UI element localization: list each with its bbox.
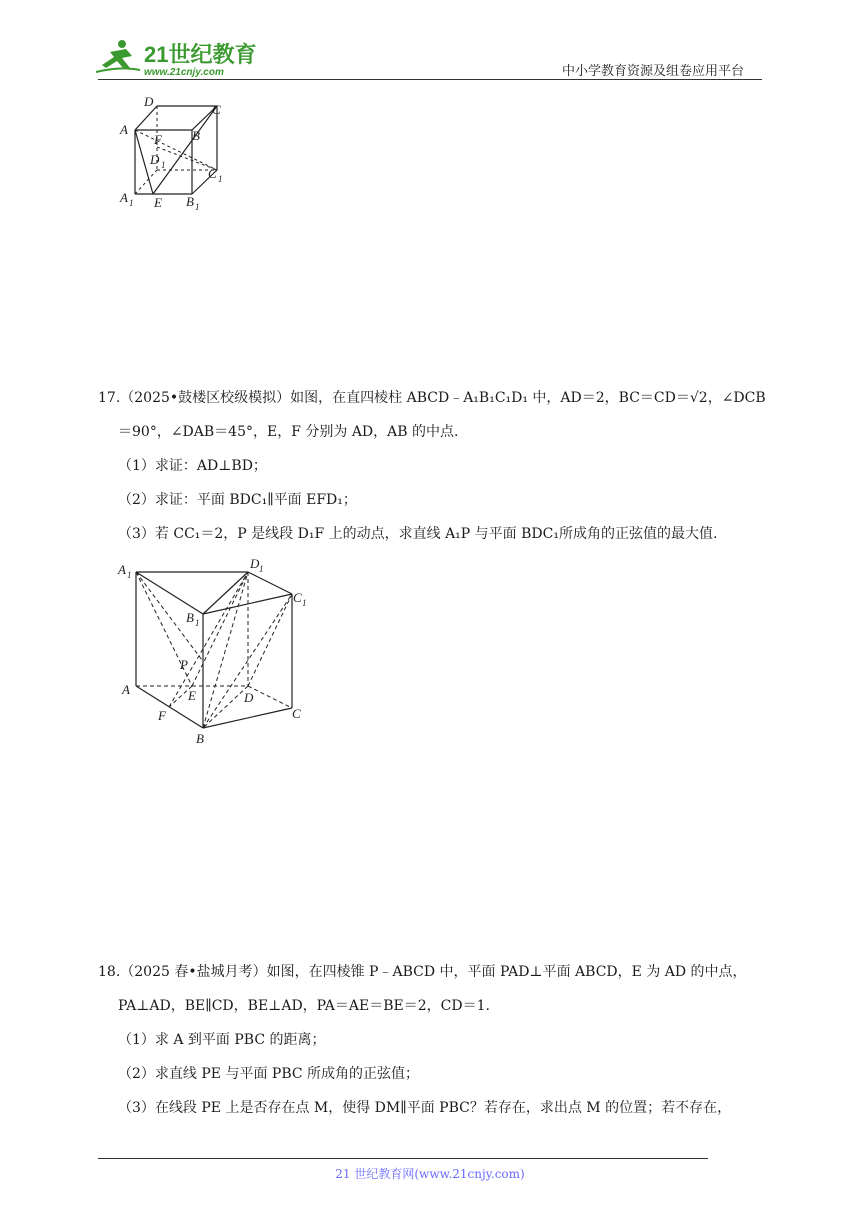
label-C: C [212,102,221,117]
label-A1: A [118,562,126,577]
sub-B1: 1 [195,202,200,212]
question-18 [98,955,770,1125]
label-D: D [244,690,254,705]
label-D1: D [150,152,160,167]
sub-B1: 1 [195,618,200,628]
sub-D1: 1 [161,160,166,170]
label-P: P [180,657,188,672]
label-C1: C [293,590,302,605]
figure-prism [116,552,316,751]
sub-A1: 1 [127,570,132,580]
q17-line1: 17.（2025•鼓楼区校级模拟）如图，在直四棱柱 ABCD﹣A₁B₁C₁D₁ 中，AD＝2，BC＝CD＝√2，∠DCB [98,390,766,406]
q17-part3: （3）若 CC₁＝2，P 是线段 D₁F 上的动点，求直线 A₁P 与平面 BDC₁所成角的正弦值的最大值. [118,526,718,542]
sub-A1: 1 [129,198,134,208]
label-B1: B [186,610,194,625]
label-A1: A [120,190,128,205]
sub-C1: 1 [302,598,307,608]
footer-link[interactable]: 21 世纪教育网(www.21cnjy.com) [335,1167,525,1181]
label-F: F [158,708,166,723]
question-17 [98,381,770,551]
label-C1: C [208,166,217,181]
label-A: A [120,122,128,137]
q17-part1: （1）求证：AD⊥BD； [118,458,267,474]
label-A: A [122,682,130,697]
label-C: C [292,706,301,721]
q18-line1: 18.（2025 春•盐城月考）如图，在四棱锥 P﹣ABCD 中，平面 PAD⊥平面 ABCD，E 为 AD 的中点， [98,964,747,980]
label-F: F [154,132,162,147]
q18-part2: （2）求直线 PE 与平面 PBC 所成角的正弦值； [118,1066,420,1082]
footer-divider [98,1158,708,1159]
logo-title: 21世纪教育 [144,42,257,67]
label-E: E [154,195,162,210]
q18-line2: PA⊥AD，BE∥CD，BE⊥AD，PA＝AE＝BE＝2，CD＝1. [118,998,490,1014]
figure-cube [112,92,232,216]
sub-C1: 1 [218,174,223,184]
site-name: 中小学教育资源及组卷应用平台 [562,64,745,79]
label-D1: D [250,556,260,571]
q17-line2: ＝90°，∠DAB＝45°，E，F 分别为 AD，AB 的中点. [118,424,459,440]
q17-part2: （2）求证：平面 BDC₁∥平面 EFD₁； [118,492,357,508]
runner-logo-icon [96,40,140,72]
label-D: D [144,94,154,109]
label-B: B [196,731,204,746]
header-divider [98,79,762,80]
label-B1: B [186,194,194,209]
q18-part1: （1）求 A 到平面 PBC 的距离； [118,1032,326,1048]
label-B: B [192,128,200,143]
logo-url: www.21cnjy.com [144,67,224,78]
logo [92,36,262,78]
label-E: E [188,688,196,703]
sub-D1: 1 [259,564,264,574]
q18-part3: （3）在线段 PE 上是否存在点 M，使得 DM∥平面 PBC？若存在，求出点 M 的位置；若不存在， [118,1100,732,1116]
